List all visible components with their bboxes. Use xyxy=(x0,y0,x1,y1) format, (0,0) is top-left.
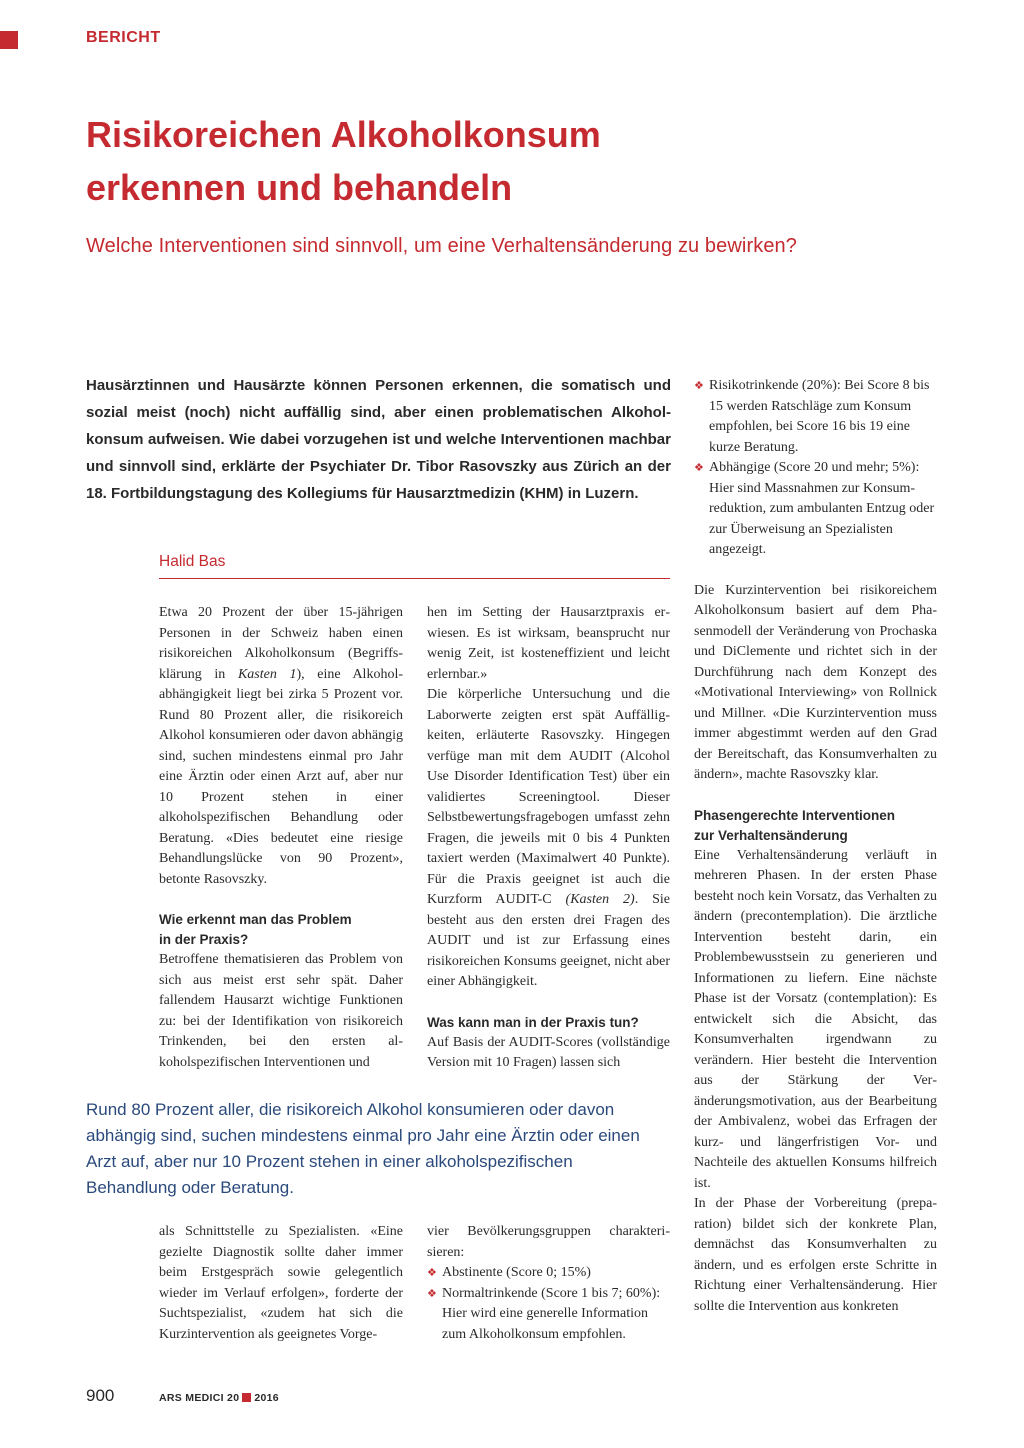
body-paragraph: als Schnittstelle zu Spezialisten. «Eine gezielte Diagnostik sollte daher immer beim Erstgespräch sowie gelegentlich wieder im Verlauf erfolgen», forderte der Suchtspezialist, «zudem hat sich die Kurzintervention als geeignetes Vorge- xyxy=(159,1224,403,1342)
subheading-praxis: Was kann man in der Praxis tun? xyxy=(427,1014,639,1030)
article-title xyxy=(86,108,786,214)
body-paragraph: Betroffene thematisieren das Problem von sich aus meist erst sehr spät. Daher fallendem Hausarzt wichtige Funktionen zu: bei der Identifikation von risikoreich Trinkenden, bei den ersten alkoholspezifischen Interventionen und xyxy=(159,952,403,1070)
section-label: BERICHT xyxy=(86,29,161,46)
list-item: ❖ Abhängige (Score 20 und mehr; 5%): Hier sind Massnahmen zur Konsumreduktion, zum ambulanten Entzug oder zur Überweisung an Spezialisten angezeigt. xyxy=(694,460,935,557)
kasten-1-reference: Kasten 1 xyxy=(237,666,297,682)
body-paragraph: Etwa 20 Prozent der über 15-jährigen Personen in der Schweiz haben einen risikoreichen Alkoholkonsum (Begriffsklärung in Kasten 1), eine Alkoholabhängigkeit liegt bei zirka 5 Prozent vor. Rund 80 Prozent aller, die risikoreich Alkohol konsumieren oder davon abhängig sind, suchen mindestens einmal pro Jahr eine Ärztin oder einen Arzt auf, aber nur 10 Prozent stehen in einer alkoholspezifischen Behandlung oder Beratung. «Dies bedeutet eine riesige Behandlungslücke von 90 Prozent», betonte Rasovszky. xyxy=(159,605,404,887)
body-column-2 xyxy=(427,603,670,1074)
title-line-1: Risikoreichen Alkoholkonsum xyxy=(86,114,601,155)
section-marker xyxy=(0,31,18,49)
footer-square-icon xyxy=(242,1393,251,1402)
magazine-issue: ARS MEDICI 20 2016 xyxy=(159,1392,279,1404)
pull-quote: Rund 80 Prozent aller, die risikoreich Alkohol konsumieren oder davon abhängig sind, suchen mindestens einmal pro Jahr eine Ärztin oder einen Arzt auf, aber nur 10 Prozent stehen in einer alkoholspezifischen Behandlung oder Beratung. xyxy=(86,1100,640,1197)
article-lead: Hausärztinnen und Hausärzte können Personen erkennen, die somatisch und sozial meist (noch) nicht auffällig sind, aber einen problematischen Alkoholkonsum aufweisen. Wie dabei vorzugehen ist und welche Interventionen machbar und sinnvoll sind, erklärte der Psychiater Dr. Tibor Rasovszky aus Zürich an der 18. Fortbildungstagung des Kollegiums für Hausarztmedizin (KHM) in Luzern. xyxy=(86,377,671,502)
article-subtitle: Welche Interventionen sind sinnvoll, um eine Verhaltensänderung zu bewirken? xyxy=(86,235,797,257)
body-column-3 xyxy=(694,376,937,1317)
body-paragraph: Eine Verhaltensänderung verläuft in mehreren Phasen. In der ersten Phase besteht noch kein Vorsatz, das Verhalten zu ändern (precontemplation). Die ärztliche Intervention besteht darin, ein Problembewusstsein zu generieren und Informationen zu liefern. Eine nächste Phase ist der Vorsatz (contemplation): Es entwickelt sich die Absicht, das Konsumverhalten irgendwann zu verändern. Hier besteht die Intervention aus der Stärkung der Veränderungsmotivation, aus der Bearbeitung der Ambivalenz, wobei das Erfragen der kurz- und längerfristigen Vor- und Nachteile des aktuellen Konsums hilfreich ist. xyxy=(694,847,937,1191)
diamond-bullet-icon: ❖ xyxy=(427,1267,437,1279)
body-column-2-lower xyxy=(427,1222,670,1345)
article-author: Halid Bas xyxy=(159,553,226,570)
page-number: 900 xyxy=(86,1386,115,1405)
kasten-2-reference: (Kasten 2) xyxy=(565,892,635,907)
body-column-1-lower xyxy=(159,1222,403,1345)
body-paragraph: In der Phase der Vorbereitung (preparation) bildet sich der konkrete Plan, demnächst das Konsumverhalten zu ändern, und es erfolgen erste Schritte in Richtung einer Verhaltensänderung. Hier sollte die Intervention aus konkreten xyxy=(694,1196,937,1314)
diamond-bullet-icon: ❖ xyxy=(694,380,704,392)
author-divider xyxy=(159,578,670,579)
diamond-bullet-icon: ❖ xyxy=(427,1287,437,1300)
list-item: ❖ Normaltrinkende (Score 1 bis 7; 60%): Hier wird eine generelle Information zum Alkoholkonsum empfohlen. xyxy=(427,1285,661,1342)
list-item: ❖ Risikotrinkende (20%): Bei Score 8 bis 15 werden Ratschläge zum Konsum empfohlen, bei Score 16 bis 19 eine kurze Beratung. xyxy=(694,378,930,455)
list-item: ❖ Abstinente (Score 0; 15%) xyxy=(427,1263,670,1284)
body-paragraph: Die Kurzintervention bei risikoreichem Alkoholkonsum basiert auf dem Phasenmodell der Veränderung von Prochaska und DiClemente und richtet sich in der Durchführung nach dem Konzept des «Motivational Interviewing» von Rollnick und Millner. «Die Kurzintervention muss immer abgestimmt werden auf den Grad der Bereitschaft, das Konsumverhalten zu ändern», machte Rasovszky klar. xyxy=(694,582,937,782)
diamond-bullet-icon: ❖ xyxy=(694,462,704,474)
body-paragraph: Die körperliche Untersuchung und die Laborwerte zeigten erst spät Auffälligkeiten, erläuterte Rasovszky. Hingegen verfüge man mit dem AUDIT (Alcohol Use Disorder Identification Test) über ein validiertes Screeningtool. Dieser Selbstbewertungsfragebogen umfasst zehn Fragen, die jeweils mit 0 bis 4 Punkten taxiert werden (Maximalwert 40 Punkte). Für die Praxis geeignet ist auch die Kurzform AUDIT-C (Kasten 2). Sie besteht aus den ersten drei Fragen des AUDIT und ist zur Erfassung eines risikoreichen Konsums geeignet, nicht aber einer Abhängigkeit. xyxy=(427,687,671,989)
body-paragraph: hen im Setting der Hausarztpraxis erwiesen. Es ist wirksam, beansprucht nur wenig Zeit, ist kosteneffizient und leicht erlernbar.» xyxy=(427,605,670,682)
subheading-phasen: Phasengerechte Interventionen zur Verhaltensänderung xyxy=(694,807,896,843)
body-paragraph: vier Bevölkerungsgruppen charakterisieren: xyxy=(427,1224,670,1260)
title-line-2: erkennen und behandeln xyxy=(86,167,513,208)
body-paragraph: Auf Basis der AUDIT-Scores (vollständige Version mit 10 Fragen) lassen sich xyxy=(427,1034,670,1070)
subheading-erkennen: Wie erkennt man das Problem in der Praxis? xyxy=(159,912,352,947)
body-column-1 xyxy=(159,603,403,1073)
